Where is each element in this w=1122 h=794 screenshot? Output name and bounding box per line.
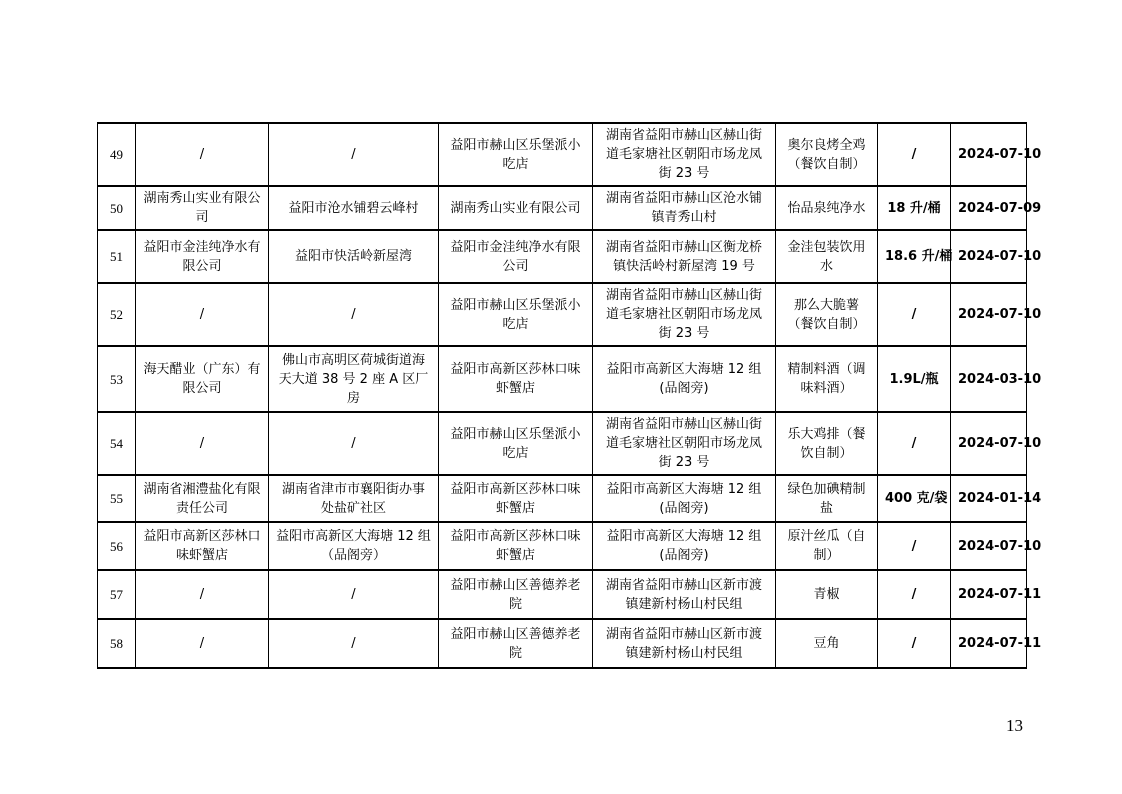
table-row bbox=[98, 230, 1027, 283]
table-row bbox=[98, 283, 1027, 346]
cell-row-number: 57 bbox=[98, 570, 136, 619]
cell-sampled-unit-name: 益阳市金洼纯净水有限公司 bbox=[439, 230, 593, 283]
inspection-table-body bbox=[98, 123, 1042, 668]
cell-producer-name: / bbox=[136, 283, 269, 346]
cell-food-name: 精制料酒（调味料酒） bbox=[776, 346, 878, 412]
cell-production-date: 2024-07-10 bbox=[951, 522, 1027, 570]
cell-producer-name: 湖南秀山实业有限公司 bbox=[136, 186, 269, 230]
cell-production-date: 2024-03-10 bbox=[951, 346, 1027, 412]
cell-sampled-unit-name: 益阳市高新区莎林口味虾蟹店 bbox=[439, 522, 593, 570]
cell-production-date: 2024-07-11 bbox=[951, 619, 1027, 668]
cell-row-number: 55 bbox=[98, 475, 136, 522]
table-row bbox=[98, 619, 1027, 668]
cell-specification: 18 升/桶 bbox=[878, 186, 951, 230]
cell-sampled-unit-address: 湖南省益阳市赫山区新市渡镇建新村杨山村民组 bbox=[593, 570, 776, 619]
cell-specification: 18.6 升/桶 bbox=[878, 230, 951, 283]
cell-food-name: 乐大鸡排（餐饮自制） bbox=[776, 412, 878, 475]
cell-producer-name: 益阳市高新区莎林口味虾蟹店 bbox=[136, 522, 269, 570]
cell-specification: / bbox=[878, 123, 951, 186]
cell-sampled-unit-address: 湖南省益阳市赫山区赫山街道毛家塘社区朝阳市场龙凤街 23 号 bbox=[593, 123, 776, 186]
cell-sampled-unit-address: 湖南省益阳市赫山区新市渡镇建新村杨山村民组 bbox=[593, 619, 776, 668]
cell-food-name: 绿色加碘精制盐 bbox=[776, 475, 878, 522]
cell-producer-name: / bbox=[136, 619, 269, 668]
cell-producer-address: / bbox=[269, 283, 439, 346]
cell-sampled-unit-address: 益阳市高新区大海塘 12 组(品阁旁) bbox=[593, 346, 776, 412]
cell-sampled-unit-name: 益阳市高新区莎林口味虾蟹店 bbox=[439, 346, 593, 412]
table-row bbox=[98, 412, 1027, 475]
cell-producer-name: 海天醋业（广东）有限公司 bbox=[136, 346, 269, 412]
cell-production-date: 2024-07-10 bbox=[951, 283, 1027, 346]
cell-food-name: 怡品泉纯净水 bbox=[776, 186, 878, 230]
cell-food-name: 奥尔良烤全鸡（餐饮自制） bbox=[776, 123, 878, 186]
table-row bbox=[98, 522, 1027, 570]
cell-row-number: 58 bbox=[98, 619, 136, 668]
page-number: 13 bbox=[1006, 716, 1023, 735]
cell-specification: 400 克/袋 bbox=[878, 475, 951, 522]
cell-sampled-unit-address: 湖南省益阳市赫山区衡龙桥镇快活岭村新屋湾 19 号 bbox=[593, 230, 776, 283]
cell-row-number: 53 bbox=[98, 346, 136, 412]
cell-sampled-unit-name: 益阳市赫山区乐堡派小吃店 bbox=[439, 412, 593, 475]
cell-row-number: 54 bbox=[98, 412, 136, 475]
cell-row-number: 52 bbox=[98, 283, 136, 346]
cell-producer-name: / bbox=[136, 570, 269, 619]
table-row bbox=[98, 475, 1027, 522]
cell-producer-address: 益阳市沧水铺碧云峰村 bbox=[269, 186, 439, 230]
cell-food-name: 金洼包装饮用水 bbox=[776, 230, 878, 283]
cell-producer-address: 湖南省津市市襄阳街办事处盐矿社区 bbox=[269, 475, 439, 522]
cell-production-date: 2024-07-09 bbox=[951, 186, 1027, 230]
cell-producer-name: 益阳市金洼纯净水有限公司 bbox=[136, 230, 269, 283]
cell-specification: 1.9L/瓶 bbox=[878, 346, 951, 412]
cell-sampled-unit-name: 益阳市赫山区善德养老院 bbox=[439, 619, 593, 668]
cell-producer-address: 益阳市快活岭新屋湾 bbox=[269, 230, 439, 283]
cell-producer-address: / bbox=[269, 412, 439, 475]
cell-sampled-unit-address: 湖南省益阳市赫山区沧水铺镇青秀山村 bbox=[593, 186, 776, 230]
cell-sampled-unit-name: 湖南秀山实业有限公司 bbox=[439, 186, 593, 230]
cell-producer-address: / bbox=[269, 570, 439, 619]
inspection-table bbox=[97, 122, 1042, 669]
cell-food-name: 青椒 bbox=[776, 570, 878, 619]
table-row bbox=[98, 186, 1027, 230]
cell-sampled-unit-address: 益阳市高新区大海塘 12 组(品阁旁) bbox=[593, 522, 776, 570]
cell-producer-name: 湖南省湘澧盐化有限责任公司 bbox=[136, 475, 269, 522]
cell-producer-address: 益阳市高新区大海塘 12 组（品阁旁） bbox=[269, 522, 439, 570]
cell-producer-address: 佛山市高明区荷城街道海天大道 38 号 2 座 A 区厂房 bbox=[269, 346, 439, 412]
cell-sampled-unit-address: 湖南省益阳市赫山区赫山街道毛家塘社区朝阳市场龙凤街 23 号 bbox=[593, 283, 776, 346]
cell-sampled-unit-name: 益阳市赫山区乐堡派小吃店 bbox=[439, 123, 593, 186]
cell-production-date: 2024-07-10 bbox=[951, 123, 1027, 186]
cell-specification: / bbox=[878, 619, 951, 668]
table-row bbox=[98, 123, 1027, 186]
cell-specification: / bbox=[878, 522, 951, 570]
cell-sampled-unit-address: 益阳市高新区大海塘 12 组(品阁旁) bbox=[593, 475, 776, 522]
cell-producer-address: / bbox=[269, 123, 439, 186]
cell-food-name: 原汁丝瓜（自制） bbox=[776, 522, 878, 570]
cell-food-name: 豆角 bbox=[776, 619, 878, 668]
cell-production-date: 2024-07-10 bbox=[951, 230, 1027, 283]
cell-sampled-unit-name: 益阳市赫山区善德养老院 bbox=[439, 570, 593, 619]
cell-row-number: 50 bbox=[98, 186, 136, 230]
cell-sampled-unit-address: 湖南省益阳市赫山区赫山街道毛家塘社区朝阳市场龙凤街 23 号 bbox=[593, 412, 776, 475]
cell-producer-address: / bbox=[269, 619, 439, 668]
table-row bbox=[98, 346, 1027, 412]
cell-row-number: 56 bbox=[98, 522, 136, 570]
cell-producer-name: / bbox=[136, 123, 269, 186]
cell-sampled-unit-name: 益阳市赫山区乐堡派小吃店 bbox=[439, 283, 593, 346]
cell-food-name: 那么大脆薯（餐饮自制） bbox=[776, 283, 878, 346]
cell-specification: / bbox=[878, 570, 951, 619]
cell-production-date: 2024-07-11 bbox=[951, 570, 1027, 619]
table-row bbox=[98, 570, 1027, 619]
cell-sampled-unit-name: 益阳市高新区莎林口味虾蟹店 bbox=[439, 475, 593, 522]
cell-production-date: 2024-07-10 bbox=[951, 412, 1027, 475]
cell-row-number: 51 bbox=[98, 230, 136, 283]
cell-specification: / bbox=[878, 412, 951, 475]
cell-producer-name: / bbox=[136, 412, 269, 475]
cell-row-number: 49 bbox=[98, 123, 136, 186]
cell-production-date: 2024-01-14 bbox=[951, 475, 1027, 522]
cell-specification: / bbox=[878, 283, 951, 346]
